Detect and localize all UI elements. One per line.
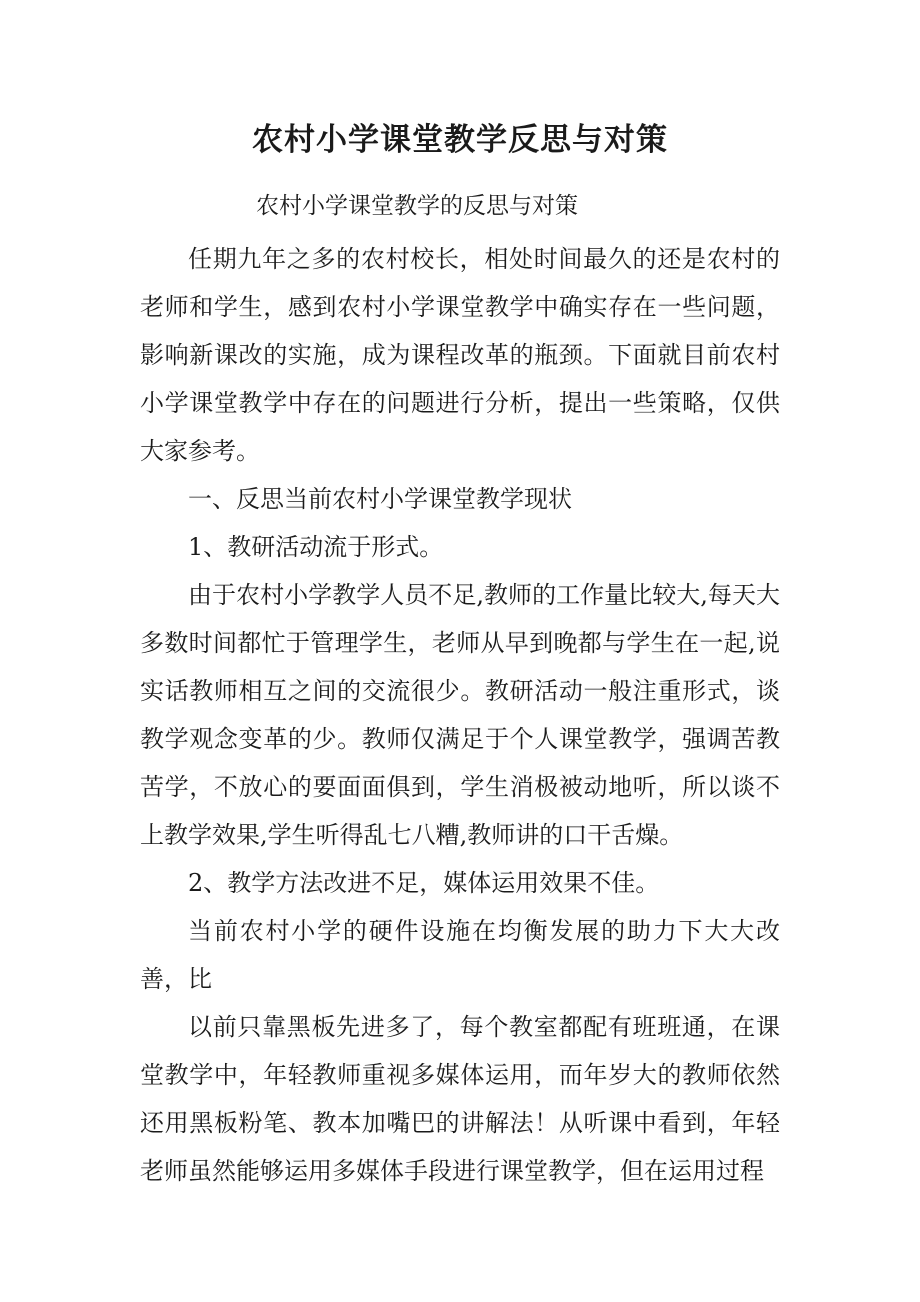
document-title: 农村小学课堂教学反思与对策 [252, 122, 668, 158]
document-subtitle: 农村小学课堂教学的反思与对策 [256, 193, 578, 219]
subheading-1: 1、教研活动流于形式。 [188, 533, 444, 561]
paragraph-multimedia: 以前只靠黑板先进多了，每个教室都配有班班通，在课堂教学中，年轻教师重视多媒体运用，而年岁大的教师依然还用黑板粉笔、教本加嘴巴的讲解法！从听课中看到，年轻老师虽然能够运用多媒体手段进行课堂教学，但在运用过程 [140, 1013, 780, 1185]
section-heading-1: 一、反思当前农村小学课堂教学现状 [188, 485, 572, 513]
paragraph-hardware: 当前农村小学的硬件设施在均衡发展的助力下大大改善，比 [140, 917, 780, 993]
document-body [140, 235, 780, 1195]
paragraph-intro: 任期九年之多的农村校长，相处时间最久的还是农村的老师和学生，感到农村小学课堂教学中确实存在一些问题，影响新课改的实施，成为课程改革的瓶颈。下面就目前农村小学课堂教学中存在的问题进行分析，提出一些策略，仅供大家参考。 [140, 245, 780, 465]
subheading-2: 2、教学方法改进不足，媒体运用效果不佳。 [188, 869, 660, 897]
paragraph-teaching-research: 由于农村小学教学人员不足,教师的工作量比较大,每天大多数时间都忙于管理学生，老师从早到晚都与学生在一起,说实话教师相互之间的交流很少。教研活动一般注重形式，谈教学观念变革的少。教师仅满足于个人课堂教学，强调苦教苦学，不放心的要面面俱到，学生消极被动地听，所以谈不上教学效果,学生听得乱七八糟,教师讲的口干舌燥。 [140, 581, 780, 849]
